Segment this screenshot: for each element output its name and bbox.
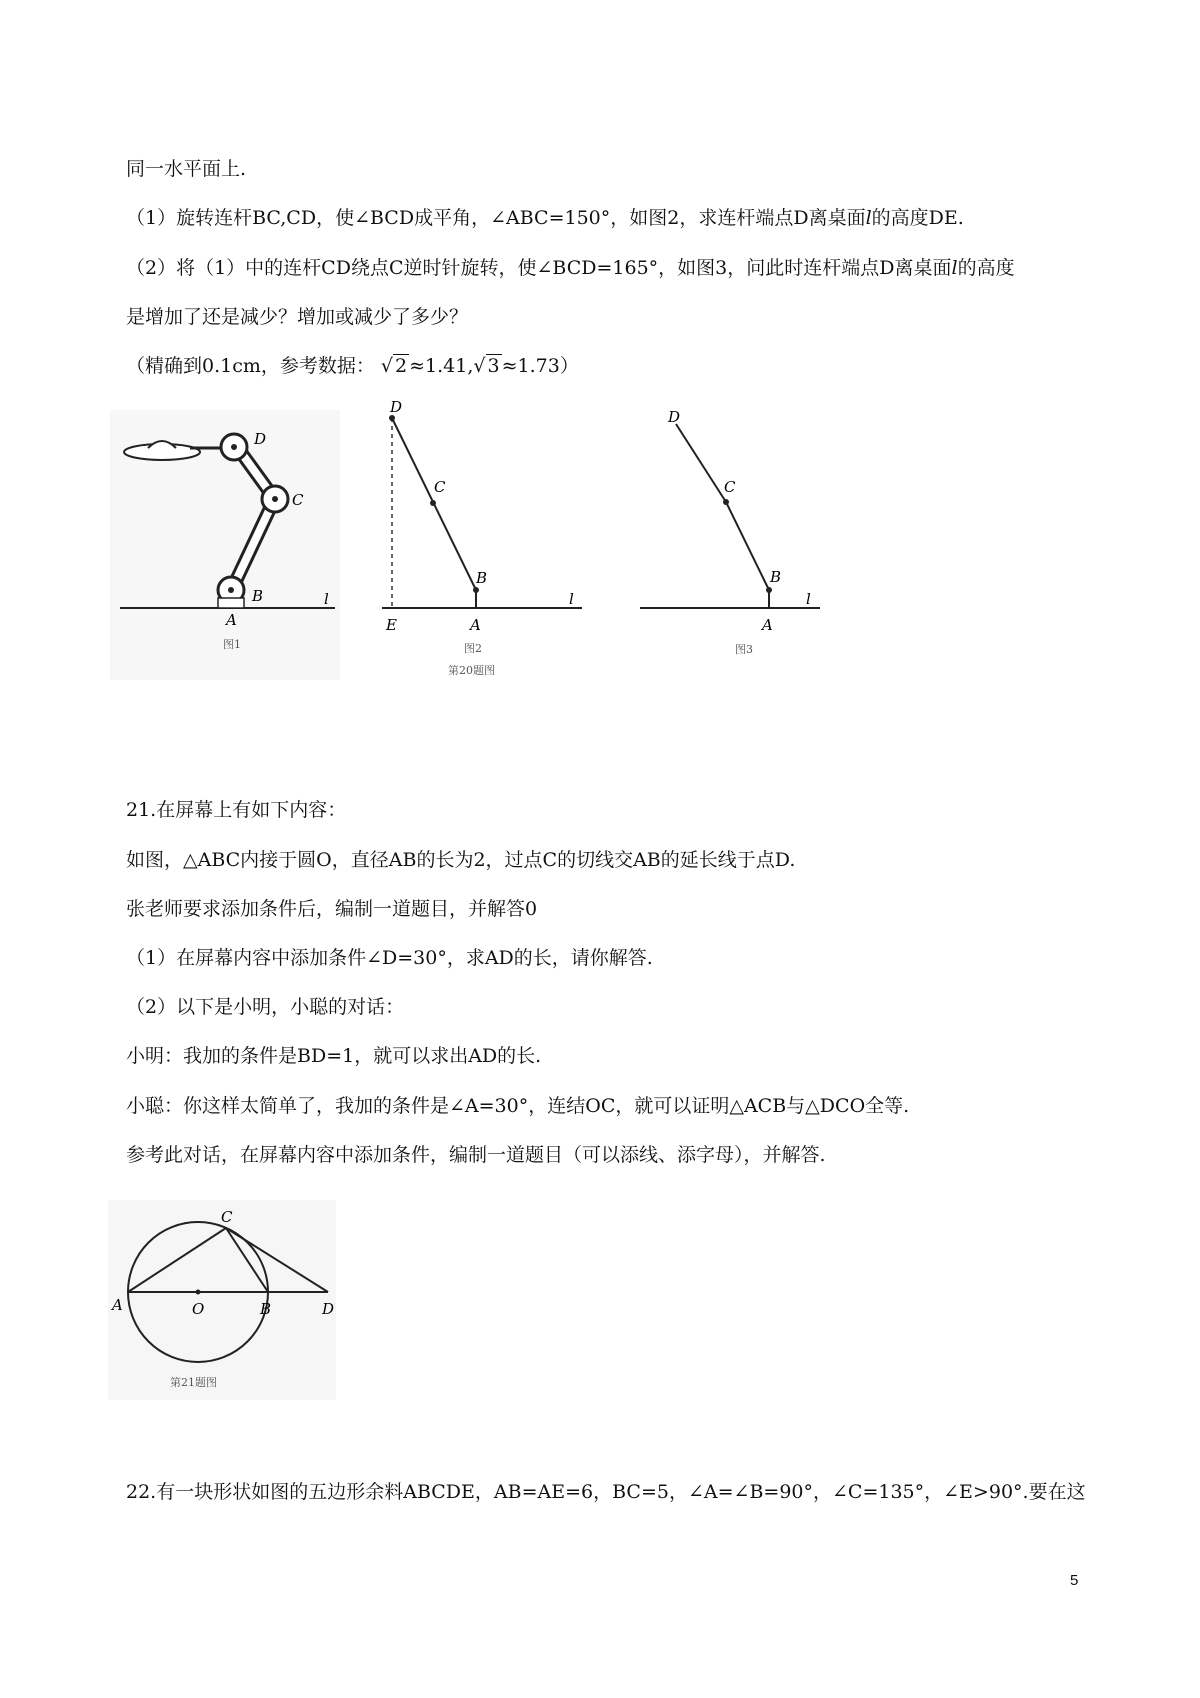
q22-line1: 22.有一块形状如图的五边形余料ABCDE，AB=AE=6，BC=5，∠A=∠B=90°，∠C=135°，∠E>90°.要在这 [126, 1481, 1086, 1503]
q20-part2 [126, 256, 1015, 280]
fig2-label-c: C [434, 478, 446, 496]
fig3-label-a: A [762, 616, 773, 634]
fig3-label-b: B [770, 568, 782, 586]
lamp-base [218, 598, 244, 608]
fig3-label-l: l [806, 590, 811, 608]
q20-precision-text: （精确到0.1cm，参考数据： [126, 355, 375, 377]
circle-diagram [108, 1200, 336, 1400]
q20-part2-end: 的高度 [957, 257, 1015, 279]
fig3-label-c: C [724, 478, 736, 496]
sqrt3-symbol: √ 3 [473, 355, 500, 377]
fig1-label-c: C [292, 491, 304, 509]
fig1-label-b: B [252, 587, 264, 605]
q20-figure-3 [640, 410, 850, 670]
q21-figure [108, 1200, 336, 1400]
q21-line1: 如图，△ABC内接于圆O，直径AB的长为2，过点C的切线交AB的延长线于点D. [126, 849, 796, 871]
figure-3-diagram [640, 410, 850, 670]
fig3-rod-dc [676, 424, 726, 502]
q21-line5: 小明：我加的条件是BD=1，就可以求出AD的长. [126, 1045, 542, 1067]
q21-line3: （1）在屏幕内容中添加条件∠D=30°，求AD的长，请你解答. [126, 947, 653, 969]
fig3-caption: 图3 [735, 643, 753, 656]
q20-part1-l: l [865, 207, 872, 229]
fig1-label-d: D [254, 430, 267, 448]
q21-title: 21.在屏幕上有如下内容： [126, 799, 347, 821]
q20-part1-end: 的高度DE. [871, 207, 964, 229]
fig21-label-b: B [260, 1300, 272, 1318]
sqrt2-symbol: √ 2 [380, 355, 408, 377]
fig2-label-b: B [476, 569, 488, 587]
q20-part1 [126, 206, 964, 230]
q20-part1-text: （1）旋转连杆BC,CD，使∠BCD成平角，∠ABC=150°，如图2，求连杆端点D离桌面 [126, 207, 866, 229]
fig21-label-c: C [221, 1208, 233, 1226]
fig2-label-d: D [390, 400, 403, 416]
sqrt3-radicand: 3 [487, 355, 500, 377]
q21-line6: 小聪：你这样太简单了，我加的条件是∠A=30°，连结OC，就可以证明△ACB与△DCO全等. [126, 1095, 910, 1117]
q20-intro-tail: 同一水平面上. [126, 158, 247, 180]
page-number: 5 [1070, 1572, 1079, 1589]
q21-line2: 张老师要求添加条件后，编制一道题目，并解答0 [126, 898, 538, 920]
figure-2-diagram [382, 400, 602, 690]
q20-part2-cont: 是增加了还是减少？增加或减少了多少？ [126, 306, 469, 328]
q20-part2-text: （2）将（1）中的连杆CD绕点C逆时针旋转，使∠BCD=165°，如图3，问此时连杆端点D离桌面 [126, 257, 952, 279]
fig1-label-l: l [324, 590, 329, 608]
fig3-rod-cb [726, 502, 769, 590]
fig20-group-caption: 第20题图 [448, 664, 495, 677]
fig21-label-d: D [322, 1300, 335, 1318]
fig1-caption: 图1 [223, 638, 241, 651]
sqrt2-radicand: 2 [395, 355, 408, 377]
fig1-label-a: A [226, 611, 237, 629]
fig21-label-o: O [192, 1300, 205, 1318]
q20-figure-1 [110, 410, 340, 680]
q20-precision [126, 354, 579, 378]
q20-figure-2 [382, 400, 602, 690]
fig2-label-e: E [386, 616, 397, 634]
fig21-caption: 第21题图 [170, 1376, 217, 1389]
q21-line7: 参考此对话，在屏幕内容中添加条件，编制一道题目（可以添线、添字母），并解答. [126, 1144, 826, 1166]
fig2-label-l: l [569, 590, 574, 608]
q21-line4: （2）以下是小明，小聪的对话： [126, 996, 405, 1018]
fig21-label-a: A [112, 1296, 123, 1314]
fig2-label-a: A [470, 616, 481, 634]
approx-sqrt2: ≈1.41, [409, 355, 474, 377]
fig3-label-d: D [668, 410, 681, 426]
lamp-diagram [110, 410, 340, 680]
fig2-caption: 图2 [464, 642, 482, 655]
approx-sqrt3: ≈1.73） [501, 355, 579, 377]
q20-part2-l: l [951, 257, 958, 279]
